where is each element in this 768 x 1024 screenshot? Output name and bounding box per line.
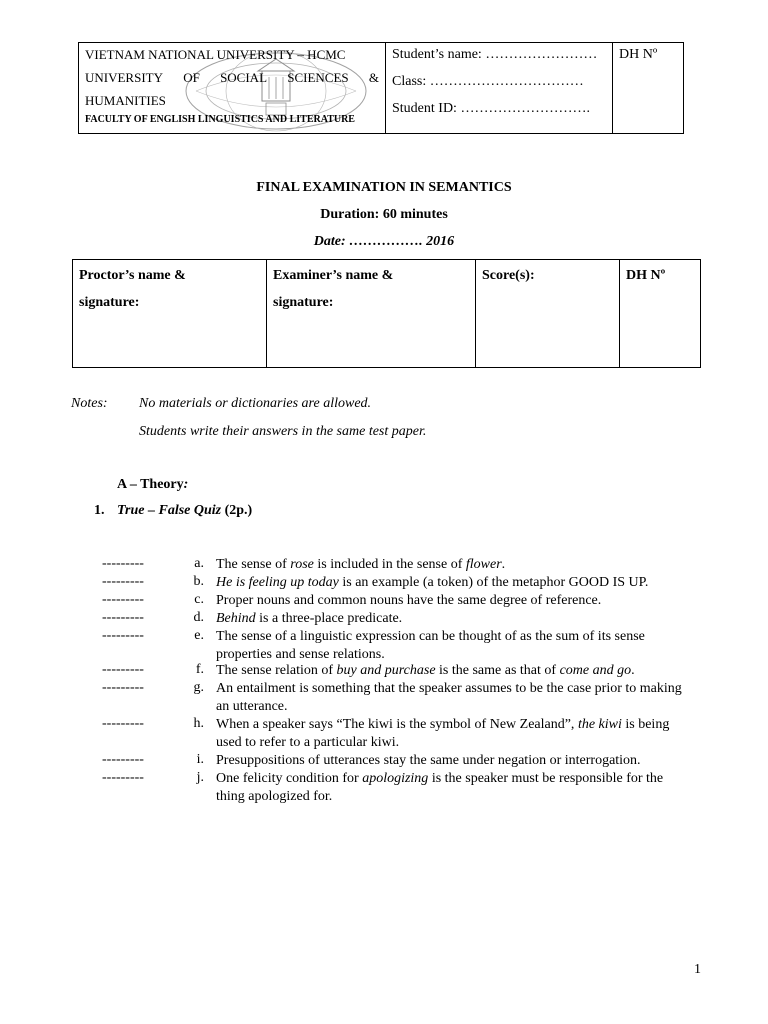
dh-number-label: DH Nº xyxy=(619,47,658,62)
statement-text: When a speaker says “The kiwi is the symbol of New Zealand”, xyxy=(216,717,578,732)
answer-blank[interactable]: --------- xyxy=(102,556,144,571)
statement-italic-text: apologizing xyxy=(362,771,429,786)
university-cell xyxy=(79,43,386,134)
student-info-cell xyxy=(386,43,613,134)
statement-italic-text: flower xyxy=(465,557,502,572)
item-letter: b. xyxy=(193,574,204,589)
statement-text: is the same as that of xyxy=(435,663,560,678)
exam-title: FINAL EXAMINATION IN SEMANTICS xyxy=(256,180,512,195)
answer-blank[interactable]: --------- xyxy=(102,662,144,677)
item-letter: d. xyxy=(193,610,204,625)
item-statement xyxy=(216,662,688,680)
university-line-2-word: SOCIAL xyxy=(220,70,268,85)
answer-blank[interactable]: --------- xyxy=(102,574,144,589)
answer-blank[interactable]: --------- xyxy=(102,770,144,785)
proctor-cell[interactable] xyxy=(73,260,267,368)
university-line-2-word: & xyxy=(368,70,379,85)
question-number: 1. xyxy=(94,503,105,518)
statement-italic-text: He is feeling up today xyxy=(216,575,339,590)
university-line-2-word: UNIVERSITY xyxy=(85,70,163,85)
exam-duration: Duration: 60 minutes xyxy=(320,207,448,222)
statement-text: The sense of a linguistic expression can be thought of as the sum of its sense properties and sense relations. xyxy=(216,629,645,662)
dh-number-cell xyxy=(613,43,684,134)
item-letter: c. xyxy=(194,592,204,607)
item-letter: a. xyxy=(194,556,204,571)
proctor-label-1: Proctor’s name & xyxy=(79,268,186,283)
university-line-1: VIETNAM NATIONAL UNIVERSITY – HCMC xyxy=(85,47,346,62)
item-statement xyxy=(216,680,688,716)
faculty-name: FACULTY OF ENGLISH LINGUISTICS AND LITERATURE xyxy=(85,114,355,125)
statement-text: Presuppositions of utterances stay the same under negation or interrogation. xyxy=(216,753,641,768)
student-name-field[interactable]: Student’s name: …………………… xyxy=(392,47,598,62)
question-title xyxy=(117,503,252,519)
score-cell[interactable] xyxy=(476,260,620,368)
statement-italic-text: rose xyxy=(290,557,314,572)
grading-dh-label: DH Nº xyxy=(626,268,666,283)
student-id-field[interactable]: Student ID: ………………………. xyxy=(392,101,590,116)
item-letter: j. xyxy=(196,770,204,785)
item-statement xyxy=(216,716,688,752)
question-title-text: True – False Quiz xyxy=(117,503,222,518)
statement-text: . xyxy=(631,663,635,678)
answer-blank[interactable]: --------- xyxy=(102,592,144,607)
header-table xyxy=(78,42,684,134)
statement-text: The sense relation of xyxy=(216,663,337,678)
answer-blank[interactable]: --------- xyxy=(102,680,144,695)
university-line-2-word: OF xyxy=(183,70,200,85)
university-line-2-word: SCIENCES xyxy=(287,70,349,85)
grading-table xyxy=(72,259,701,368)
statement-italic-text: buy and purchase xyxy=(336,663,436,678)
item-statement xyxy=(216,574,688,592)
item-statement xyxy=(216,770,688,806)
answer-blank[interactable]: --------- xyxy=(102,628,144,643)
exam-date: Date: ……………. 2016 xyxy=(313,234,455,249)
statement-text: is included in the sense of xyxy=(313,557,466,572)
university-line-2 xyxy=(85,70,379,86)
item-letter: g. xyxy=(193,680,204,695)
note-line: Students write their answers in the same test paper. xyxy=(139,424,427,439)
examiner-cell[interactable] xyxy=(267,260,476,368)
item-letter: e. xyxy=(194,628,204,643)
statement-italic-text: come and go xyxy=(559,663,632,678)
statement-text: is a three-place predicate. xyxy=(255,611,403,626)
item-statement xyxy=(216,752,688,770)
item-statement xyxy=(216,610,688,628)
proctor-label-2: signature: xyxy=(79,295,140,310)
answer-blank[interactable]: --------- xyxy=(102,752,144,767)
answer-blank[interactable]: --------- xyxy=(102,610,144,625)
item-letter: f. xyxy=(195,662,204,677)
statement-text: is being used to refer to a particular kiwi. xyxy=(216,717,670,750)
answer-blank[interactable]: --------- xyxy=(102,716,144,731)
section-heading xyxy=(117,477,188,493)
item-statement xyxy=(216,592,688,610)
statement-text: The sense of xyxy=(216,557,291,572)
notes-label: Notes: xyxy=(71,396,108,411)
examiner-label-2: signature: xyxy=(273,295,334,310)
section-heading-colon: : xyxy=(183,477,189,492)
class-field[interactable]: Class: …………………………… xyxy=(392,74,584,89)
page-number: 1 xyxy=(694,962,701,977)
statement-text: . xyxy=(501,557,506,572)
grading-dh-cell xyxy=(620,260,701,368)
statement-text: One felicity condition for xyxy=(216,771,363,786)
statement-text: is an example (a token) of the metaphor GOOD IS UP. xyxy=(338,575,649,590)
item-letter: h. xyxy=(193,716,204,731)
item-letter: i. xyxy=(196,752,204,767)
item-statement xyxy=(216,556,688,574)
question-points: (2p.) xyxy=(221,503,253,518)
examiner-label-1: Examiner’s name & xyxy=(273,268,394,283)
note-line: No materials or dictionaries are allowed. xyxy=(139,396,372,411)
section-heading-text: A – Theory xyxy=(117,477,184,492)
statement-text: Proper nouns and common nouns have the same degree of reference. xyxy=(216,593,602,608)
statement-text: is the speaker must be responsible for the thing apologized for. xyxy=(216,771,664,804)
statement-italic-text: Behind xyxy=(216,611,256,626)
score-label: Score(s): xyxy=(482,268,535,283)
statement-text: An entailment is something that the speaker assumes to be the case prior to making an utterance. xyxy=(216,681,682,714)
statement-italic-text: the kiwi xyxy=(577,717,622,732)
item-statement xyxy=(216,628,688,664)
university-line-3: HUMANITIES xyxy=(85,93,166,108)
